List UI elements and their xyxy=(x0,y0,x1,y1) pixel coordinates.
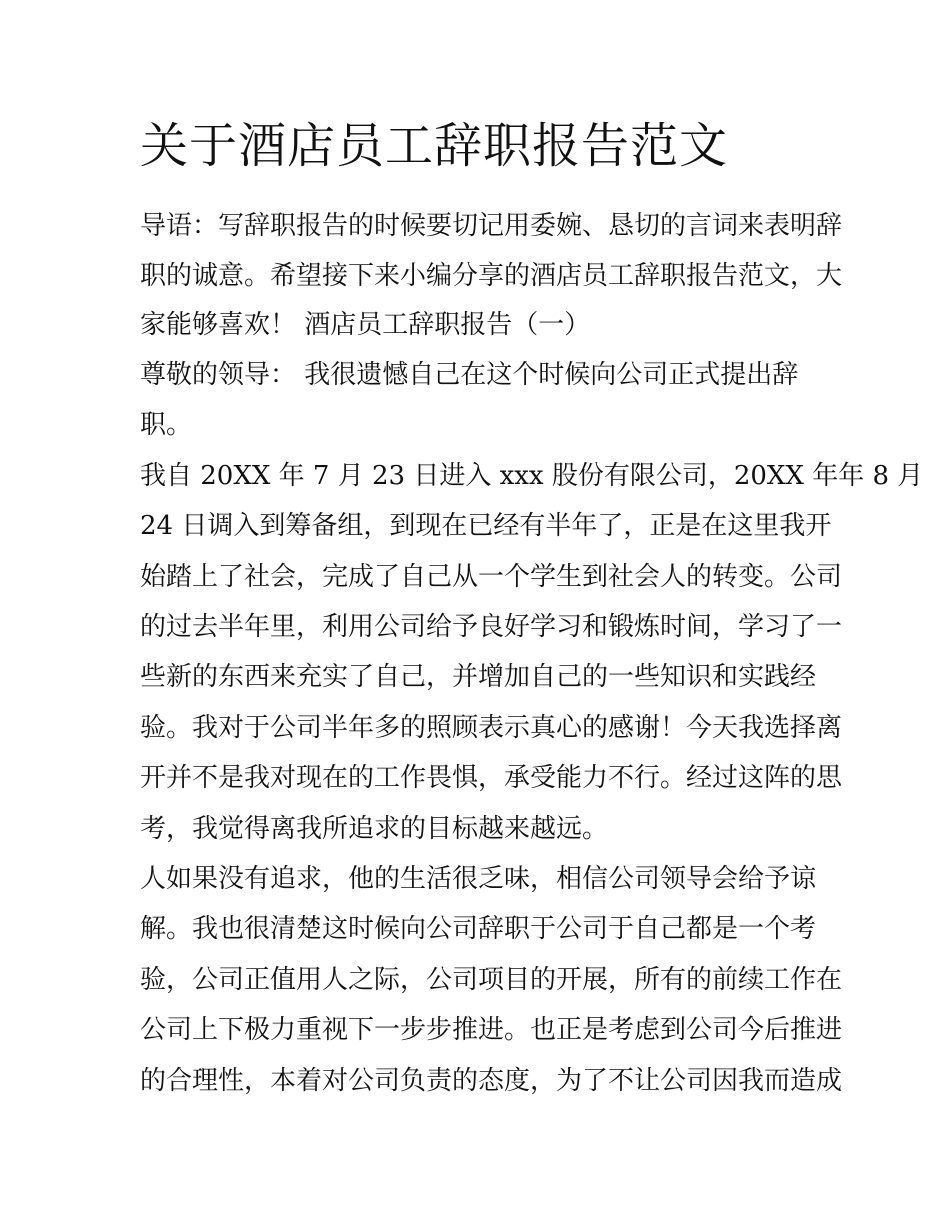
text-line: 始踏上了社会，完成了自己从一个学生到社会人的转变。公司 xyxy=(140,562,843,592)
text-line: 些新的东西来充实了自己，并增加自己的一些知识和实践经 xyxy=(140,662,817,692)
text-line: 的合理性，本着对公司负责的态度，为了不让公司因我而造成 xyxy=(140,1066,843,1096)
text-line: 公司上下极力重视下一步步推进。也正是考虑到公司今后推进 xyxy=(140,1015,843,1045)
text-line: 职的诚意。希望接下来小编分享的酒店员工辞职报告范文，大 xyxy=(140,261,843,291)
text-line: 开并不是我对现在的工作畏惧，承受能力不行。经过这阵的思 xyxy=(140,763,843,793)
document-title: 关于酒店员工辞职报告范文 xyxy=(140,118,729,174)
text-line: 解。我也很清楚这时候向公司辞职于公司于自己都是一个考 xyxy=(140,914,817,944)
text-line: 24 日调入到筹备组，到现在已经有半年了，正是在这里我开 xyxy=(140,511,832,541)
text-line: 家能够喜欢！ 酒店员工辞职报告（一） xyxy=(140,310,591,340)
text-line: 人如果没有追求，他的生活很乏味，相信公司领导会给予谅 xyxy=(140,864,817,894)
text-line: 考，我觉得离我所追求的目标越来越远。 xyxy=(140,814,609,844)
text-line: 导语：写辞职报告的时候要切记用委婉、恳切的言词来表明辞 xyxy=(140,211,843,241)
text-line: 职。 xyxy=(140,410,193,440)
text-line: 我自 20XX 年 7 月 23 日进入 xxx 股份有限公司，20XX 年年 8 月 xyxy=(140,461,924,491)
text-line: 的过去半年里，利用公司给予良好学习和锻炼时间，学习了一 xyxy=(140,612,843,642)
text-line: 验。我对于公司半年多的照顾表示真心的感谢！今天我选择离 xyxy=(140,713,843,743)
text-line: 尊敬的领导： 我很遗憾自己在这个时候向公司正式提出辞 xyxy=(140,360,799,390)
text-line: 验，公司正值用人之际，公司项目的开展，所有的前续工作在 xyxy=(140,965,843,995)
